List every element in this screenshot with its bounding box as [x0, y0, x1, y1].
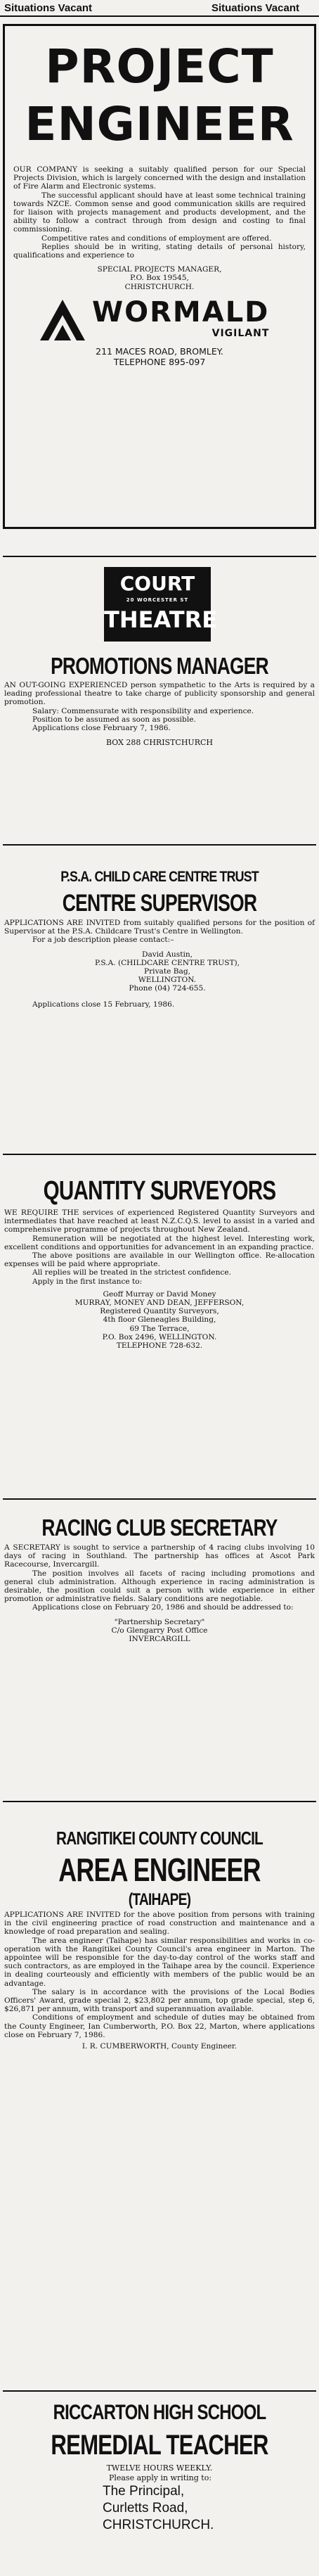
ad6-heading-org: RANGITIKEI COUNTY COUNCIL — [56, 1828, 263, 1849]
ad-area-engineer — [0, 1826, 319, 2051]
ad-promotions-manager — [0, 651, 319, 747]
ad7-address-line: CHRISTCHURCH. — [103, 2518, 214, 2532]
ad1-contact-line: TELEPHONE 895-097 — [113, 356, 206, 367]
ad-centre-supervisor — [0, 867, 319, 1009]
divider — [3, 1154, 316, 1155]
court-theatre-logo — [104, 567, 218, 642]
ad3-address-line: P.S.A. (CHILDCARE CENTRE TRUST), — [94, 958, 240, 967]
divider — [3, 1801, 316, 1802]
ad1-address-line: SPECIAL PROJECTS MANAGER, — [97, 265, 222, 274]
ad5-address-line: "Partnership Secretary" — [114, 1617, 205, 1626]
divider — [3, 844, 316, 846]
ad7-heading-org: RICCARTON HIGH SCHOOL — [53, 2401, 266, 2424]
ad4-heading: QUANTITY SURVEYORS — [43, 1176, 276, 1206]
ad-project-engineer — [3, 24, 316, 529]
ad7-address — [103, 2483, 315, 2534]
ad6-paragraph: The area engineer (Taihape) has similar responsibilities and works in co-operation with the Rangitikei County Council's area engineer in Marton. The appointee will be responsible for the day-to-day control of the works staff and such contractors, as are employed in the Taihape area by the council. Experience in dealing courteously and efficiently with members of the public would be an advantage. — [4, 1936, 315, 1988]
ad4-address-line: Registered Quantity Surveyors, — [100, 1307, 219, 1316]
ad2-paragraph: Applications close February 7, 1986. — [32, 724, 171, 733]
ad1-address-line: CHRISTCHURCH. — [124, 282, 195, 291]
logo-name: WORMALD — [92, 295, 270, 329]
ad4-address-line: MURRAY, MONEY AND DEAN, JEFFERSON, — [74, 1299, 245, 1308]
ad4-paragraph: The above positions are available in our Wellington office. Re-allocation expenses will be paid where appropriate. — [4, 1251, 315, 1269]
ad7-address-line: Curletts Road, — [103, 2501, 188, 2516]
ad4-address-line: P.O. Box 2496, WELLINGTON. — [102, 1332, 217, 1341]
ad2-paragraph: Position to be assumed as soon as possible. — [32, 715, 196, 724]
ad2-heading: PROMOTIONS MANAGER — [51, 653, 268, 679]
divider — [3, 1498, 316, 1500]
ad3-heading-org: P.S.A. CHILD CARE CENTRE TRUST — [60, 869, 259, 885]
ad5-address-line: INVERCARGILL — [129, 1635, 190, 1644]
ad5-heading: RACING CLUB SECRETARY — [41, 1515, 278, 1541]
ad3-paragraph: For a job description please contact:– — [32, 936, 174, 945]
ad3-address-line: Phone (04) 724-655. — [129, 984, 206, 993]
logo-line: COURT — [119, 572, 195, 595]
ad3-paragraph: Applications close 15 February, 1986. — [32, 1000, 175, 1009]
ad1-contact — [13, 346, 306, 367]
logo-line: 20 WORCESTER ST — [126, 597, 189, 603]
ad3-address-line: David Austin, — [141, 950, 193, 959]
ad1-body — [13, 165, 306, 260]
ad4-address-line: 69 The Terrace, — [129, 1324, 190, 1333]
ad6-paragraph: The salary is in accordance with the provisions of the Local Bodies Officers' Award, grade special 2, $23,802 per annum, top grade special, step 6, $26,871 per annum, with transport and superannuation available. — [4, 1987, 315, 2014]
ad-remedial-teacher — [0, 2399, 319, 2534]
ad2-box-number: BOX 288 CHRISTCHURCH — [105, 738, 213, 748]
logo-subtitle: VIGILANT — [211, 327, 270, 339]
ad6-signature: I. R. CUMBERWORTH, County Engineer. — [82, 2042, 237, 2051]
ad7-hours: TWELVE HOURS WEEKLY. — [106, 2463, 213, 2473]
ad-racing-club-secretary — [0, 1512, 319, 1643]
ad2-paragraph: AN OUT-GOING EXPERIENCED person sympathetic to the Arts is required by a leading professional theatre to take charge of publicity sponsorship and general promotion. — [4, 681, 315, 707]
ad4-address-line: Geoff Murray or David Money — [103, 1289, 216, 1299]
ad4-paragraph: Apply in the first instance to: — [32, 1277, 143, 1286]
ad7-heading: REMEDIAL TEACHER — [51, 2430, 268, 2461]
ad6-paragraph: APPLICATIONS ARE INVITED for the above position from persons with training in the civil engineering practice of road construction and maintenance and a knowledge of road preparation and sealing. — [4, 1911, 315, 1937]
wormald-logo — [13, 297, 306, 342]
ad3-address-line: WELLINGTON. — [138, 976, 197, 985]
divider — [3, 2390, 316, 2392]
ad1-paragraph: Replies should be in writing, stating details of personal history, qualifications and experience to — [13, 242, 306, 260]
ad3-address — [83, 950, 252, 993]
ad1-paragraph: The successful applicant should have at least some technical training towards NZCE. Common sense and good communication skills are required for liaison with projects management and products development, and the ability to follow a contract through from design and costing to final commissioning. — [13, 191, 306, 234]
ad1-address-line: P.O. Box 19545, — [130, 274, 189, 283]
ad2-paragraph: Salary: Commensurate with responsibility and experience. — [32, 706, 254, 715]
ad1-address — [13, 265, 306, 291]
ad4-address-line: TELEPHONE 728-632. — [116, 1341, 203, 1351]
ad4-address — [4, 1290, 315, 1350]
section-header-right: Situations Vacant — [211, 1, 299, 14]
ad7-apply-note: Please apply in writing to: — [108, 2473, 212, 2482]
divider — [3, 556, 316, 557]
ad1-paragraph: OUR COMPANY is seeking a suitably qualified person for our Special Projects Division, which is largely concerned with the design and installation of Fire Alarm and Electronic systems. — [13, 165, 306, 191]
section-header — [0, 0, 319, 17]
ad1-contact-line: 211 MACES ROAD, BROMLEY. — [96, 345, 223, 357]
ad3-paragraph: APPLICATIONS ARE INVITED from suitably qualified persons for the position of Supervisor at the P.S.A. Childcare Trust's Centre in Wellington. — [4, 919, 315, 936]
ad4-paragraph: Remuneration will be negotiated at the highest level. Interesting work, excellent conditions and opportunities for advancement in an expanding practice. — [4, 1234, 315, 1251]
ad6-paragraph: Conditions of employment and schedule of duties may be obtained from the County Engineer, Ian Cumberworth, P.O. Box 22, Marton, where applications close on February 7, 1986. — [4, 2013, 315, 2039]
ad1-title-line1: PROJECT — [45, 39, 274, 94]
ad3-address-line: Private Bag, — [143, 967, 191, 976]
ad4-address-line: 4th floor Gleneagles Building, — [103, 1315, 216, 1325]
section-header-left: Situations Vacant — [4, 1, 93, 14]
logo-line: THEATRE — [104, 606, 218, 633]
ad5-address — [4, 1618, 315, 1644]
ad6-heading: AREA ENGINEER — [58, 1851, 261, 1888]
ad-quantity-surveyors — [0, 1173, 319, 1350]
ad4-paragraph: All replies will be treated in the strictest confidence. — [32, 1268, 231, 1277]
ad5-paragraph: Applications close on February 20, 1986 and should be addressed to: — [32, 1603, 294, 1612]
ad6-heading-location: (TAIHAPE) — [128, 1890, 191, 1909]
ad5-paragraph: A SECRETARY is sought to service a partnership of 4 racing clubs involving 10 days of racing in Southland. The partnership has offices at Ascot Park Racecourse, Invercargill. — [4, 1543, 315, 1569]
ad1-title-line2: ENGINEER — [25, 97, 294, 151]
ad7-address-line: The Principal, — [103, 2484, 185, 2499]
ad4-paragraph: WE REQUIRE THE services of experienced Registered Quantity Surveyors and intermediates that have reached at least N.Z.C.Q.S. level to assist in a varied and comprehensive programme of projects throughout New Zealand. — [4, 1209, 315, 1235]
ad5-address-line: C/o Glengarry Post Office — [111, 1626, 208, 1635]
wormald-logo-mark-icon — [39, 297, 86, 342]
ad5-paragraph: The position involves all facets of racing including promotions and general club administration. Although experience in racing administration is desirable, the position could suit a person with wide experience in either promotion or administrative fields. Salary conditions are negotiable. — [4, 1569, 315, 1604]
ad1-paragraph: Competitive rates and conditions of employment are offered. — [41, 234, 272, 243]
ad3-heading: CENTRE SUPERVISOR — [62, 890, 257, 917]
